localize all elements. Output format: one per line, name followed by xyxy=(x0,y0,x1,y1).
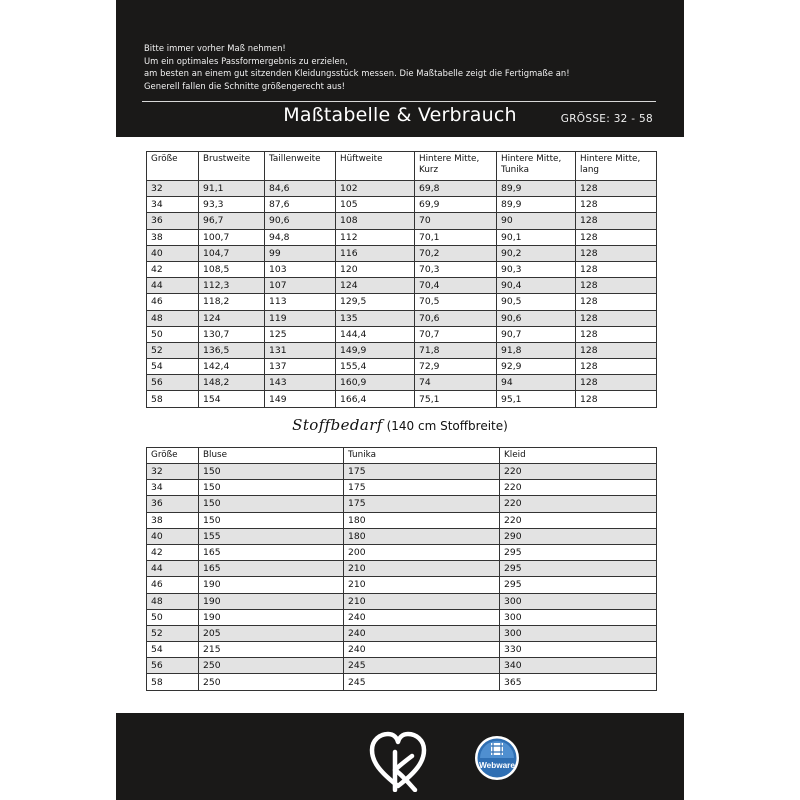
value-cell: 70,1 xyxy=(415,229,497,245)
value-cell: 120 xyxy=(336,261,415,277)
value-cell: 210 xyxy=(344,577,500,593)
table-row xyxy=(147,375,657,391)
header-divider xyxy=(142,101,656,102)
value-cell: 175 xyxy=(344,464,500,480)
value-cell: 90,6 xyxy=(497,310,576,326)
header-bust: Brustweite xyxy=(199,152,265,181)
value-cell: 190 xyxy=(199,609,344,625)
table-row xyxy=(147,245,657,261)
value-cell: 90 xyxy=(497,213,576,229)
size-cell: 48 xyxy=(147,593,199,609)
size-cell: 56 xyxy=(147,658,199,674)
value-cell: 215 xyxy=(199,642,344,658)
size-cell: 54 xyxy=(147,642,199,658)
measurement-table xyxy=(146,151,657,408)
value-cell: 240 xyxy=(344,625,500,641)
header-size: Größe xyxy=(147,152,199,181)
value-cell: 150 xyxy=(199,480,344,496)
table-row xyxy=(147,625,657,641)
fabric-consumption-table xyxy=(146,447,657,691)
value-cell: 70,4 xyxy=(415,278,497,294)
header-dress: Kleid xyxy=(500,448,657,464)
value-cell: 93,3 xyxy=(199,197,265,213)
footer-band xyxy=(116,713,684,800)
table-row xyxy=(147,512,657,528)
value-cell: 150 xyxy=(199,512,344,528)
value-cell: 144,4 xyxy=(336,326,415,342)
value-cell: 128 xyxy=(576,342,657,358)
table-row xyxy=(147,561,657,577)
value-cell: 90,7 xyxy=(497,326,576,342)
intro-line: am besten an einem gut sitzenden Kleidungsstück messen. Die Maßtabelle zeigt die Fertigmaße an! xyxy=(144,68,570,79)
value-cell: 295 xyxy=(500,577,657,593)
value-cell: 70,2 xyxy=(415,245,497,261)
value-cell: 190 xyxy=(199,577,344,593)
size-cell: 44 xyxy=(147,278,199,294)
value-cell: 91,8 xyxy=(497,342,576,358)
value-cell: 69,8 xyxy=(415,181,497,197)
table-row xyxy=(147,593,657,609)
size-cell: 36 xyxy=(147,213,199,229)
value-cell: 135 xyxy=(336,310,415,326)
value-cell: 128 xyxy=(576,326,657,342)
size-cell: 38 xyxy=(147,229,199,245)
table-row xyxy=(147,181,657,197)
size-cell: 46 xyxy=(147,294,199,310)
value-cell: 84,6 xyxy=(265,181,336,197)
size-range-label: GRÖSSE: 32 - 58 xyxy=(560,113,653,125)
value-cell: 125 xyxy=(265,326,336,342)
value-cell: 165 xyxy=(199,561,344,577)
value-cell: 245 xyxy=(344,658,500,674)
header-back-long: Hintere Mitte, lang xyxy=(576,152,657,181)
header-hip: Hüftweite xyxy=(336,152,415,181)
table-row xyxy=(147,213,657,229)
header-back-tunic: Hintere Mitte, Tunika xyxy=(497,152,576,181)
header-waist: Taillenweite xyxy=(265,152,336,181)
table-row xyxy=(147,528,657,544)
value-cell: 90,5 xyxy=(497,294,576,310)
value-cell: 210 xyxy=(344,561,500,577)
value-cell: 220 xyxy=(500,480,657,496)
value-cell: 148,2 xyxy=(199,375,265,391)
value-cell: 87,6 xyxy=(265,197,336,213)
value-cell: 220 xyxy=(500,464,657,480)
value-cell: 245 xyxy=(344,674,500,690)
value-cell: 295 xyxy=(500,544,657,560)
value-cell: 70 xyxy=(415,213,497,229)
size-cell: 36 xyxy=(147,496,199,512)
value-cell: 70,5 xyxy=(415,294,497,310)
intro-line: Generell fallen die Schnitte größengerecht aus! xyxy=(144,80,346,91)
table-row xyxy=(147,609,657,625)
value-cell: 180 xyxy=(344,528,500,544)
size-cell: 58 xyxy=(147,391,199,407)
fabric-heading xyxy=(116,416,684,434)
value-cell: 330 xyxy=(500,642,657,658)
size-cell: 32 xyxy=(147,464,199,480)
value-cell: 113 xyxy=(265,294,336,310)
table-row xyxy=(147,294,657,310)
header-tunic: Tunika xyxy=(344,448,500,464)
value-cell: 300 xyxy=(500,625,657,641)
value-cell: 240 xyxy=(344,642,500,658)
value-cell: 128 xyxy=(576,391,657,407)
size-cell: 58 xyxy=(147,674,199,690)
table-header-row xyxy=(147,152,657,181)
value-cell: 155,4 xyxy=(336,359,415,375)
value-cell: 128 xyxy=(576,310,657,326)
value-cell: 74 xyxy=(415,375,497,391)
header-size: Größe xyxy=(147,448,199,464)
header-band xyxy=(116,0,684,137)
value-cell: 95,1 xyxy=(497,391,576,407)
value-cell: 150 xyxy=(199,496,344,512)
value-cell: 128 xyxy=(576,245,657,261)
fabric-heading-note: (140 cm Stoffbreite) xyxy=(386,419,508,433)
value-cell: 137 xyxy=(265,359,336,375)
page-title: Maßtabelle & Verbrauch xyxy=(283,104,517,126)
value-cell: 200 xyxy=(344,544,500,560)
table-row xyxy=(147,261,657,277)
table-row xyxy=(147,496,657,512)
value-cell: 90,1 xyxy=(497,229,576,245)
intro-line: Um ein optimales Passformergebnis zu erzielen, xyxy=(144,55,348,66)
value-cell: 89,9 xyxy=(497,197,576,213)
table-header-row xyxy=(147,448,657,464)
size-cell: 54 xyxy=(147,359,199,375)
value-cell: 340 xyxy=(500,658,657,674)
value-cell: 92,9 xyxy=(497,359,576,375)
value-cell: 103 xyxy=(265,261,336,277)
size-cell: 34 xyxy=(147,197,199,213)
value-cell: 124 xyxy=(199,310,265,326)
value-cell: 190 xyxy=(199,593,344,609)
table-row xyxy=(147,310,657,326)
value-cell: 70,3 xyxy=(415,261,497,277)
value-cell: 128 xyxy=(576,197,657,213)
value-cell: 94 xyxy=(497,375,576,391)
heart-k-logo-icon xyxy=(368,730,428,792)
value-cell: 90,4 xyxy=(497,278,576,294)
size-cell: 50 xyxy=(147,609,199,625)
value-cell: 165 xyxy=(199,544,344,560)
size-cell: 42 xyxy=(147,544,199,560)
badge-graphic xyxy=(474,735,520,781)
value-cell: 175 xyxy=(344,480,500,496)
value-cell: 150 xyxy=(199,464,344,480)
value-cell: 70,7 xyxy=(415,326,497,342)
value-cell: 149,9 xyxy=(336,342,415,358)
value-cell: 220 xyxy=(500,512,657,528)
value-cell: 75,1 xyxy=(415,391,497,407)
value-cell: 129,5 xyxy=(336,294,415,310)
value-cell: 180 xyxy=(344,512,500,528)
header-back-short: Hintere Mitte, Kurz xyxy=(415,152,497,181)
value-cell: 240 xyxy=(344,609,500,625)
value-cell: 105 xyxy=(336,197,415,213)
size-cell: 46 xyxy=(147,577,199,593)
table-row xyxy=(147,359,657,375)
table-row xyxy=(147,342,657,358)
table-row xyxy=(147,326,657,342)
value-cell: 300 xyxy=(500,593,657,609)
value-cell: 136,5 xyxy=(199,342,265,358)
table-row xyxy=(147,229,657,245)
value-cell: 205 xyxy=(199,625,344,641)
value-cell: 365 xyxy=(500,674,657,690)
badge-label: Webware xyxy=(479,761,515,770)
size-chart-page xyxy=(116,0,684,800)
value-cell: 72,9 xyxy=(415,359,497,375)
size-cell: 40 xyxy=(147,528,199,544)
table-row xyxy=(147,278,657,294)
size-cell: 34 xyxy=(147,480,199,496)
size-cell: 40 xyxy=(147,245,199,261)
value-cell: 300 xyxy=(500,609,657,625)
value-cell: 290 xyxy=(500,528,657,544)
table-row xyxy=(147,391,657,407)
size-cell: 44 xyxy=(147,561,199,577)
fabric-heading-script: Stoffbedarf xyxy=(292,416,383,434)
value-cell: 119 xyxy=(265,310,336,326)
size-cell: 32 xyxy=(147,181,199,197)
value-cell: 128 xyxy=(576,229,657,245)
value-cell: 295 xyxy=(500,561,657,577)
value-cell: 149 xyxy=(265,391,336,407)
value-cell: 108,5 xyxy=(199,261,265,277)
value-cell: 160,9 xyxy=(336,375,415,391)
table-row xyxy=(147,197,657,213)
value-cell: 143 xyxy=(265,375,336,391)
value-cell: 108 xyxy=(336,213,415,229)
table-row xyxy=(147,577,657,593)
value-cell: 128 xyxy=(576,181,657,197)
value-cell: 96,7 xyxy=(199,213,265,229)
table-row xyxy=(147,642,657,658)
value-cell: 112 xyxy=(336,229,415,245)
value-cell: 220 xyxy=(500,496,657,512)
value-cell: 128 xyxy=(576,375,657,391)
value-cell: 69,9 xyxy=(415,197,497,213)
size-cell: 38 xyxy=(147,512,199,528)
value-cell: 89,9 xyxy=(497,181,576,197)
value-cell: 118,2 xyxy=(199,294,265,310)
value-cell: 112,3 xyxy=(199,278,265,294)
value-cell: 71,8 xyxy=(415,342,497,358)
value-cell: 142,4 xyxy=(199,359,265,375)
header-blouse: Bluse xyxy=(199,448,344,464)
value-cell: 90,6 xyxy=(265,213,336,229)
value-cell: 128 xyxy=(576,359,657,375)
size-cell: 50 xyxy=(147,326,199,342)
value-cell: 90,3 xyxy=(497,261,576,277)
value-cell: 128 xyxy=(576,278,657,294)
intro-text xyxy=(144,42,664,92)
value-cell: 90,2 xyxy=(497,245,576,261)
table-row xyxy=(147,674,657,690)
value-cell: 175 xyxy=(344,496,500,512)
table-row xyxy=(147,464,657,480)
value-cell: 128 xyxy=(576,294,657,310)
table-row xyxy=(147,480,657,496)
table-row xyxy=(147,658,657,674)
value-cell: 210 xyxy=(344,593,500,609)
value-cell: 104,7 xyxy=(199,245,265,261)
value-cell: 102 xyxy=(336,181,415,197)
value-cell: 250 xyxy=(199,674,344,690)
value-cell: 124 xyxy=(336,278,415,294)
intro-line: Bitte immer vorher Maß nehmen! xyxy=(144,43,286,53)
value-cell: 94,8 xyxy=(265,229,336,245)
value-cell: 128 xyxy=(576,261,657,277)
size-cell: 52 xyxy=(147,625,199,641)
value-cell: 91,1 xyxy=(199,181,265,197)
size-cell: 56 xyxy=(147,375,199,391)
value-cell: 166,4 xyxy=(336,391,415,407)
value-cell: 128 xyxy=(576,213,657,229)
size-cell: 48 xyxy=(147,310,199,326)
table-row xyxy=(147,544,657,560)
value-cell: 130,7 xyxy=(199,326,265,342)
size-cell: 52 xyxy=(147,342,199,358)
value-cell: 99 xyxy=(265,245,336,261)
webware-badge-icon xyxy=(474,735,520,781)
size-cell: 42 xyxy=(147,261,199,277)
value-cell: 116 xyxy=(336,245,415,261)
value-cell: 155 xyxy=(199,528,344,544)
value-cell: 100,7 xyxy=(199,229,265,245)
value-cell: 250 xyxy=(199,658,344,674)
value-cell: 154 xyxy=(199,391,265,407)
value-cell: 70,6 xyxy=(415,310,497,326)
value-cell: 131 xyxy=(265,342,336,358)
value-cell: 107 xyxy=(265,278,336,294)
